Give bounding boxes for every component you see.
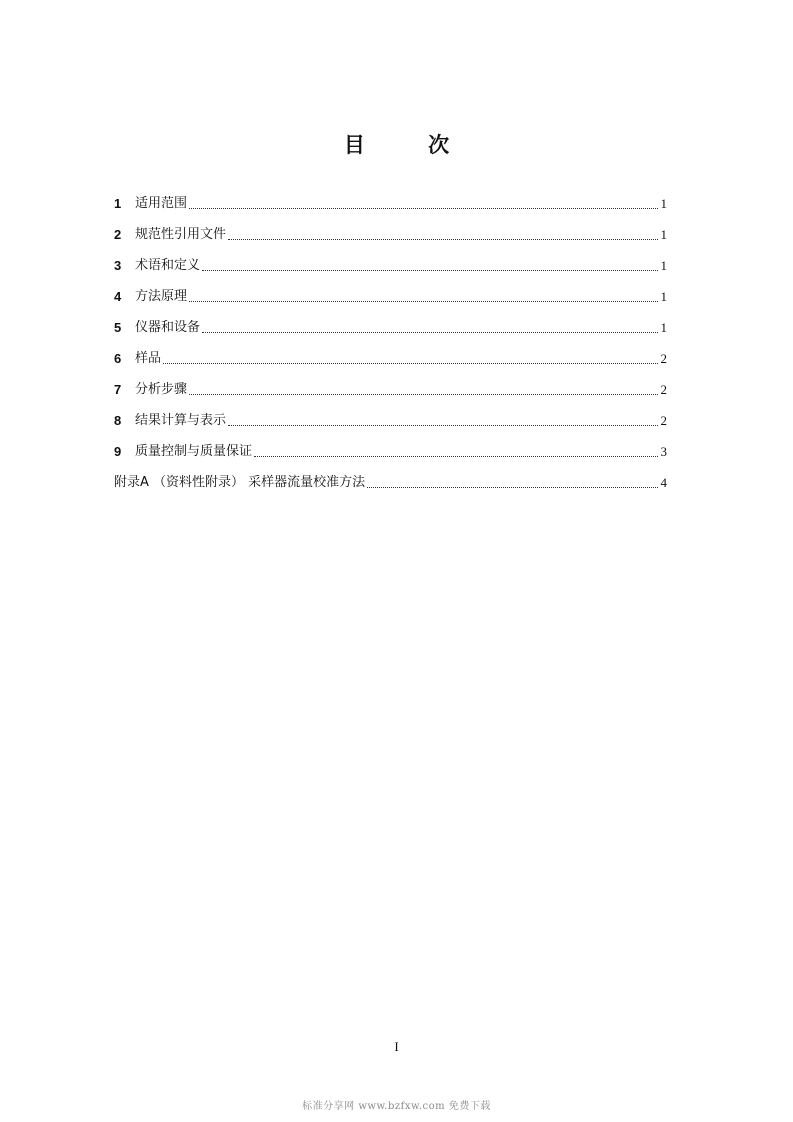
- toc-entry[interactable]: [114, 368, 667, 399]
- toc-entry-label: 质量控制与质量保证: [135, 444, 253, 459]
- toc-entry[interactable]: [114, 244, 667, 275]
- toc-entry-label: 仪器和设备: [135, 320, 201, 335]
- toc-entry-number: 4: [114, 289, 122, 304]
- toc-entry-label: 方法原理: [135, 289, 188, 304]
- toc-entry-number: 9: [114, 444, 122, 459]
- toc-entry-label: 结果计算与表示: [135, 413, 227, 428]
- toc-entry[interactable]: [114, 399, 667, 430]
- toc-entry-label: 规范性引用文件: [135, 227, 227, 242]
- toc-entry-page: 2: [660, 413, 667, 428]
- watermark-footer: 标准分享网 www.bzfxw.com 免费下载: [302, 1101, 491, 1112]
- dot-leader: [228, 424, 658, 426]
- toc-entry-label: 样品: [135, 351, 162, 366]
- toc-entry-number: 1: [114, 196, 122, 211]
- toc-entry-page: 2: [660, 351, 667, 366]
- toc-entry-number: 6: [114, 351, 122, 366]
- toc-entry-number: 2: [114, 227, 122, 242]
- toc-entry-number: 3: [114, 258, 122, 273]
- toc-entry[interactable]: [114, 182, 667, 213]
- toc-entry-page: 1: [660, 227, 667, 242]
- toc-entry-page: 1: [660, 258, 667, 273]
- dot-leader: [202, 331, 658, 333]
- dot-leader: [189, 393, 658, 395]
- toc-entry-page: 2: [660, 382, 667, 397]
- toc-entry-number: 5: [114, 320, 122, 335]
- toc-entry-number: 7: [114, 382, 122, 397]
- toc-entry-page: 3: [660, 444, 667, 459]
- dot-leader: [228, 238, 658, 240]
- toc-entry[interactable]: [114, 213, 667, 244]
- toc-entry-page: 1: [660, 320, 667, 335]
- dot-leader: [189, 207, 658, 209]
- page-title: 目 次: [343, 133, 478, 157]
- toc-entry[interactable]: [114, 337, 667, 368]
- dot-leader: [367, 486, 658, 488]
- toc-entry[interactable]: [114, 430, 667, 461]
- toc-entry[interactable]: [114, 275, 667, 306]
- toc-entry-number: 8: [114, 413, 122, 428]
- toc-entry-page: 4: [660, 475, 667, 490]
- dot-leader: [189, 300, 658, 302]
- toc-entry-page: 1: [660, 289, 667, 304]
- page-number: I: [394, 1039, 399, 1054]
- toc-entry-label: 术语和定义: [135, 258, 201, 273]
- toc-entry[interactable]: [114, 306, 667, 337]
- dot-leader: [254, 455, 658, 457]
- toc-entry-label: 附录A （资料性附录） 采样器流量校准方法: [114, 475, 366, 490]
- toc-entry-appendix[interactable]: [114, 461, 667, 492]
- toc-entry-label: 分析步骤: [135, 382, 188, 397]
- dot-leader: [163, 362, 658, 364]
- toc-entry-page: 1: [660, 196, 667, 211]
- toc-entry-label: 适用范围: [135, 196, 188, 211]
- table-of-contents: [114, 182, 667, 492]
- dot-leader: [202, 269, 658, 271]
